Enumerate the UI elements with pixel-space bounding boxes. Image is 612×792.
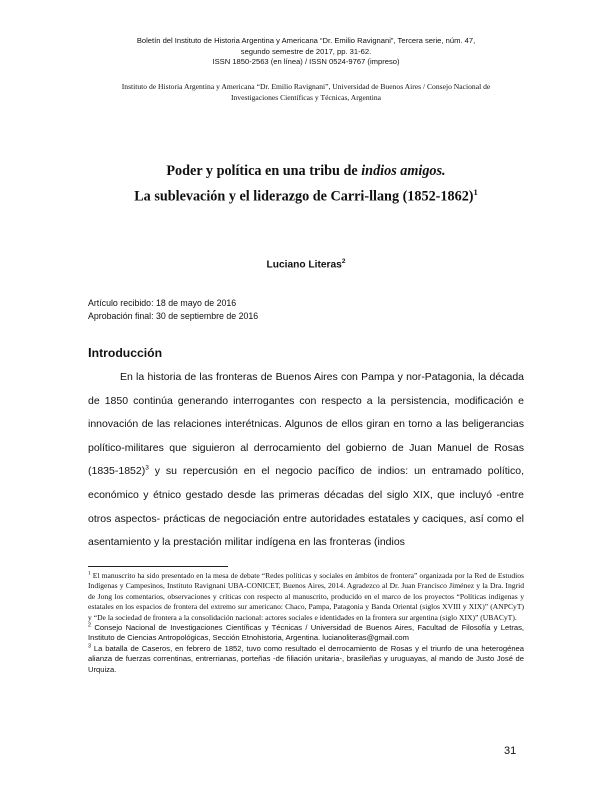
institution-line: Investigaciones Científicas y Técnicas, Argentina bbox=[230, 92, 382, 102]
approved-date: Aprobación final: 30 de septiembre de 2016 bbox=[88, 310, 259, 321]
article-title bbox=[80, 161, 532, 208]
received-date: Artículo recibido: 18 de mayo de 2016 bbox=[88, 298, 237, 308]
author-name: Luciano Literas$^2$ bbox=[266, 258, 346, 271]
journal-header bbox=[80, 36, 532, 68]
journal-line: Boletín del Instituto de Historia Argentina y Americana “Dr. Emilio Ravignani”, Tercera serie, núm. 47, bbox=[136, 36, 476, 45]
institution-affiliation bbox=[88, 82, 524, 103]
footnotes bbox=[88, 571, 524, 675]
footnote-ref[interactable]: 2 bbox=[341, 258, 346, 265]
footnote: $^1$ El manuscrito ha sido presentado en la mesa de debate “Redes políticas y sociales en ámbitos de frontera” organizada por la Red de Estudios Indígenas y Campesinos, Instituto Ravignani UBA-CONICET, Buenos Aires, 2014. Agradezco al Dr. Juan Francisco Jiménez y la Dra. Ingrid de Jong los comentarios, observaciones y críticas con respecto al manuscrito, producido en el marco de los proyectos “Políticas indígenas y estatales en los espacios de frontera del extremo sur americano: Chaco, Pampa, Patagonia y Banda Oriental (siglos XVIII y XIX)” (ANPCyT) y “De la sociedad de frontera a la consolidación nacional: actores sociales e identidades en la frontera sur argentina (siglo XIX)” (UBACyT). bbox=[88, 570, 524, 622]
footnote: $^3$ La batalla de Caseros, en febrero de 1852, tuvo como resultado el derrocamiento de Rosas y el triunfo de una heterogénea alianza de fuerzas correntinas, entrerrianas, porteñas -de filiación unitaria-, brasileñas y uruguayas, al mando de Justo José de Urquiza. bbox=[88, 643, 524, 674]
title-italic: indios amigos. bbox=[361, 163, 446, 179]
body-text bbox=[88, 366, 524, 555]
page-number: 31 bbox=[504, 745, 517, 757]
footnote-divider bbox=[88, 566, 228, 567]
title-line-1: Poder y política en una tribu de indios amigos. bbox=[166, 163, 446, 179]
institution-line: Instituto de Historia Argentina y Americana “Dr. Emilio Ravignani”, Universidad de Buenos Aires / Consejo Nacional de bbox=[121, 82, 491, 91]
article-dates bbox=[88, 297, 258, 322]
journal-issn: ISSN 1850-2563 (en línea) / ISSN 0524-9767 (impreso) bbox=[212, 57, 400, 67]
footnote-ref[interactable]: 3 bbox=[145, 464, 149, 472]
footnote-ref[interactable]: 1 bbox=[473, 187, 478, 197]
paragraph: En la historia de las fronteras de Buenos Aires con Pampa y nor-Patagonia, la década de 1850 continúa generando interrogantes con respecto a la persistencia, modificación e innovación de las relaciones interétnicas. Algunos de ellos giran en torno a las beligerancias político-militares que siguieron al derrocamiento del gobierno de Juan Manuel de Rosas (1835-1852)$^3$ y su repercusión en el negocio pacífico de indios: un entramado político, económico y étnico gestado desde las primeras décadas del siglo XIX, que incluyó -entre otros aspectos- prácticas de negociación entre autoridades estatales y caciques, así como el asentamiento y la prestación militar indígena en las fronteras (indios bbox=[88, 371, 524, 549]
section-heading: Introducción bbox=[88, 345, 163, 360]
title-line-2: La sublevación y el liderazgo de Carri-llang (1852-1862)$^1$ bbox=[134, 187, 478, 205]
footnote: $^2$ Consejo Nacional de Investigaciones Científicas y Técnicas / Universidad de Buenos Aires, Facultad de Filosofía y Letras, Instituto de Ciencias Antropológicas, Sección Etnohistoria, Argentina. lucianoliteras@gmail.com bbox=[88, 622, 524, 643]
journal-line: segundo semestre de 2017, pp. 31-62. bbox=[240, 46, 372, 56]
